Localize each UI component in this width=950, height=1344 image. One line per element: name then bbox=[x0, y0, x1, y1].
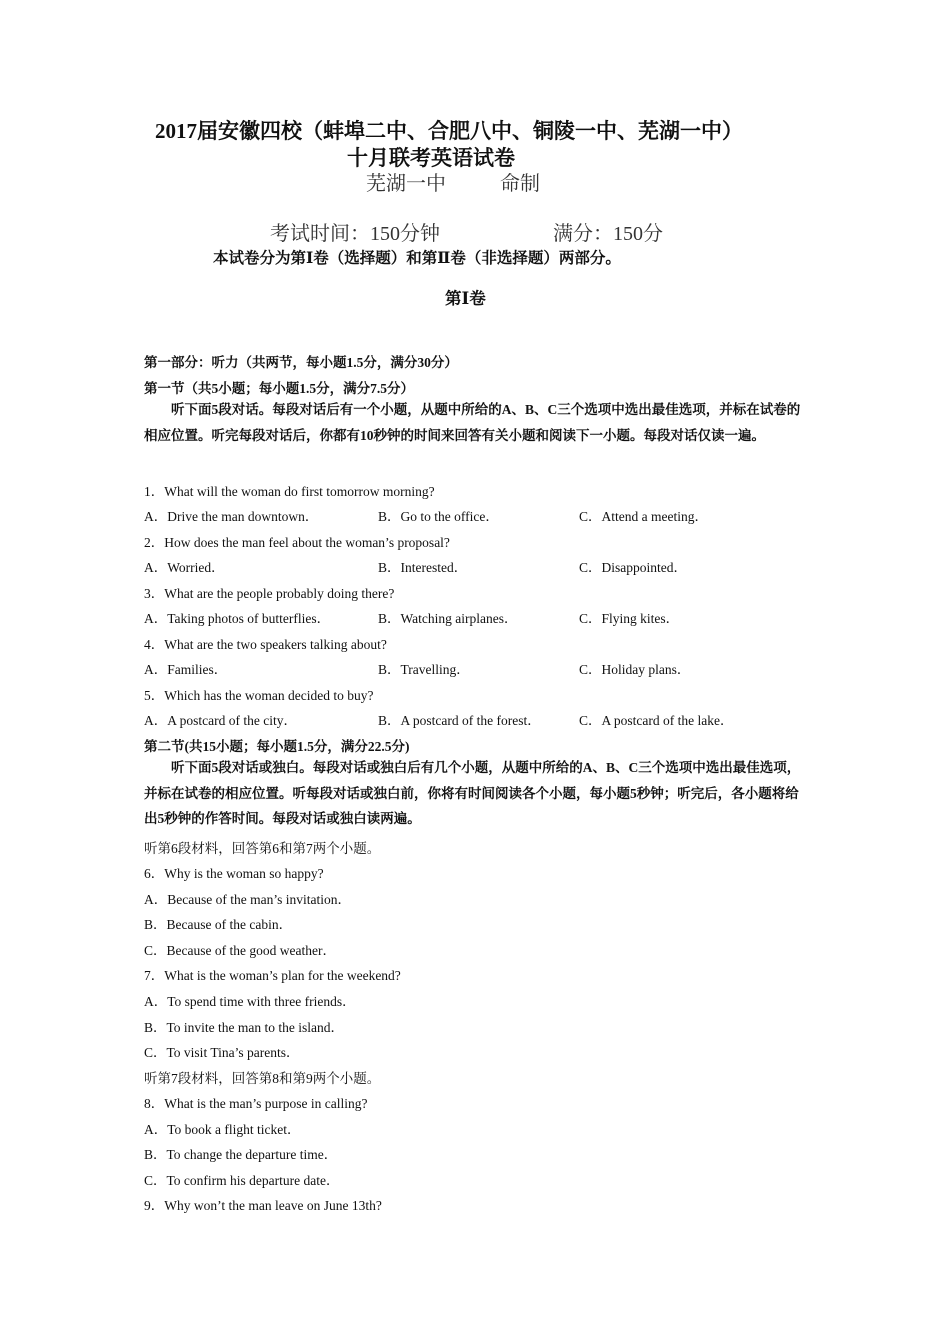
question-7: 7．What is the woman’s plan for the weekend? bbox=[144, 968, 401, 983]
q4-option-b: B．Travelling． bbox=[378, 662, 470, 677]
question-2: 2．How does the man feel about the woman’s proposal? bbox=[144, 535, 450, 550]
question-5: 5．Which has the woman decided to buy? bbox=[144, 688, 374, 703]
question-6: 6．Why is the woman so happy? bbox=[144, 866, 324, 881]
q3-option-c: C．Flying kites． bbox=[579, 611, 680, 626]
q2-option-c: C．Disappointed． bbox=[579, 560, 687, 575]
question-8: 8．What is the man’s purpose in calling? bbox=[144, 1096, 368, 1111]
q1-option-b: B．Go to the office． bbox=[378, 509, 499, 524]
exam-title-line2: 十月联考英语试卷 bbox=[347, 146, 515, 170]
part1-title: 第一部分：听力（共两节，每小题1.5分，满分30分） bbox=[144, 355, 458, 370]
section2-instructions: 听下面5段对话或独白。每段对话或独白后有几个小题，从题中所给的A、B、C三个选项中选出最佳选项，并标在试卷的相应位置。听每段对话或独白前，你将有时间阅读各个小题，每小题5秒钟；听完后，各小题将给出5秒钟的作答时间。每段对话或独白读两遍。 bbox=[144, 760, 801, 826]
q7-option-b: B．To invite the man to the island． bbox=[144, 1020, 345, 1035]
q8-option-c: C．To confirm his departure date． bbox=[144, 1173, 340, 1188]
question-1: 1．What will the woman do first tomorrow morning? bbox=[144, 484, 435, 499]
q4-option-a: A．Families． bbox=[144, 662, 228, 677]
q6-option-b: B．Because of the cabin． bbox=[144, 917, 293, 932]
q5-option-a: A．A postcard of the city． bbox=[144, 713, 297, 728]
material-7-intro: 听第7段材料，回答第8和第9两个小题。 bbox=[144, 1071, 381, 1086]
q1-option-a: A．Drive the man downtown． bbox=[144, 509, 319, 524]
q5-option-b: B．A postcard of the forest． bbox=[378, 713, 541, 728]
q8-option-a: A．To book a flight ticket． bbox=[144, 1122, 301, 1137]
question-3: 3．What are the people probably doing there? bbox=[144, 586, 395, 601]
section2-title: 第二节(共15小题；每小题1.5分，满分22.5分) bbox=[144, 739, 410, 754]
full-score: 满分：150分 bbox=[553, 223, 663, 245]
q6-option-c: C．Because of the good weather． bbox=[144, 943, 336, 958]
q4-option-c: C．Holiday plans． bbox=[579, 662, 691, 677]
question-9: 9．Why won’t the man leave on June 13th? bbox=[144, 1198, 382, 1213]
structure-note: 本试卷分为第Ⅰ卷（选择题）和第Ⅱ卷（非选择题）两部分。 bbox=[213, 250, 621, 267]
question-4: 4．What are the two speakers talking about? bbox=[144, 637, 387, 652]
section1-instructions: 听下面5段对话。每段对话后有一个小题，从题中所给的A、B、C三个选项中选出最佳选项，并标在试卷的相应位置。听完每段对话后，你都有10秒钟的时间来回答有关小题和阅读下一小题。每段对话仅读一遍。 bbox=[144, 402, 801, 443]
q7-option-a: A．To spend time with three friends． bbox=[144, 994, 356, 1009]
q2-option-a: A．Worried． bbox=[144, 560, 225, 575]
q3-option-a: A．Taking photos of butterflies． bbox=[144, 611, 331, 626]
author-school: 芜湖一中 bbox=[366, 173, 446, 195]
exam-time: 考试时间：150分钟 bbox=[270, 223, 440, 245]
q5-option-c: C．A postcard of the lake． bbox=[579, 713, 734, 728]
author-role: 命制 bbox=[500, 173, 540, 195]
q1-option-c: C．Attend a meeting． bbox=[579, 509, 708, 524]
exam-title-line1: 2017届安徽四校（蚌埠二中、合肥八中、铜陵一中、芜湖一中） bbox=[155, 119, 743, 143]
q6-option-a: A．Because of the man’s invitation． bbox=[144, 892, 351, 907]
q7-option-c: C．To visit Tina’s parents． bbox=[144, 1045, 300, 1060]
section1-title: 第一节（共5小题；每小题1.5分，满分7.5分） bbox=[144, 381, 414, 396]
q2-option-b: B．Interested． bbox=[378, 560, 468, 575]
material-6-intro: 听第6段材料，回答第6和第7两个小题。 bbox=[144, 841, 381, 856]
volume-title: 第Ⅰ卷 bbox=[445, 289, 486, 308]
q8-option-b: B．To change the departure time． bbox=[144, 1147, 338, 1162]
q3-option-b: B．Watching airplanes． bbox=[378, 611, 518, 626]
